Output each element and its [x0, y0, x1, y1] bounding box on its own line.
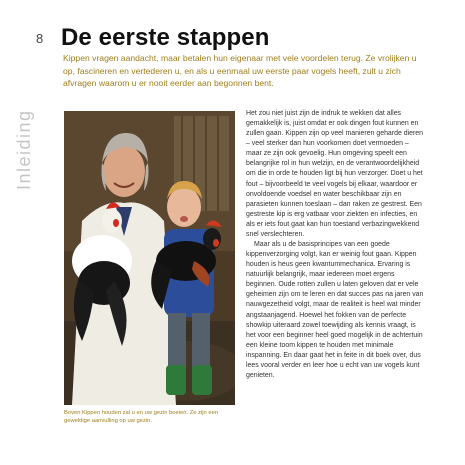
intro-paragraph: Kippen vragen aandacht, maar betalen hun eigenaar met vele voordelen terug. Ze vrolijken u op, fascineren en vertederen u, en als u eenmaal uw eerste paar vogels heeft, zult u zich afvragen waarom u er nooit eerder aan begonnen bent.	[63, 53, 417, 88]
body-text-column	[246, 109, 424, 381]
photo-caption: Boven Kippen houden zal u en uw gezin boeien. Ze zijn een geweldige aanvulling op uw gezin.	[64, 410, 219, 425]
photo-woman-and-boy-with-roosters	[64, 111, 235, 405]
body-paragraph: Het zou niet juist zijn de indruk te wekken dat alles gemakkelijk is, juist omdat er ook dingen fout kunnen en zullen gaan. Kippen zijn op veel manieren geharde dieren – veel sterker dan hun voorkomen doet vermoeden – maar ze zijn ook gevoelig. Hun omgeving speelt een belangrijke rol in hun welzijn, en de verantwoordelijkheid om die in orde te houden ligt bij hun verzorger. Doet u het fout – bijvoorbeeld te veel vogels bij elkaar, waardoor er onvoldoende voedsel en water beschikbaar zijn en parasieten kunnen toeslaan – dan raken ze gestrest. Een gestreste kip is erg vatbaar voor ziekten en infecties, en als er iets fout gaat kan hun toestand verbazingwekkend snel verslechteren.	[246, 110, 424, 238]
chapter-side-label: Inleiding	[14, 109, 34, 190]
page-title: De eerste stappen	[61, 24, 270, 51]
page-number: 8	[36, 31, 44, 46]
body-paragraph: Maar als u de basisprincipes van een goede kippenverzorging volgt, kan er weinig fout gaan. Kippen houden is heus geen kwantummechanica. Ervaring is natuurlijk belangrijk, maar iedereen moet ergens beginnen. Oude rotten zullen u laten geloven dat er vele geheimen zijn om te leren en dat succes pas na jaren van nauwgezetheid volgt, maar de realiteit is heel wat minder angstaanjagend. Hoewel het fokken van de perfecte showkip uiteraard zowel toewijding als kennis vraagt, is het voor een beginner heel goed mogelijk in de achtertuin een kleine toom kippen te houden met minimale inspanning. En daar gaat het in feite in dit boek over, dus lees vooral verder en leer hoe u echt van uw vogels kunt genieten.	[246, 241, 424, 380]
